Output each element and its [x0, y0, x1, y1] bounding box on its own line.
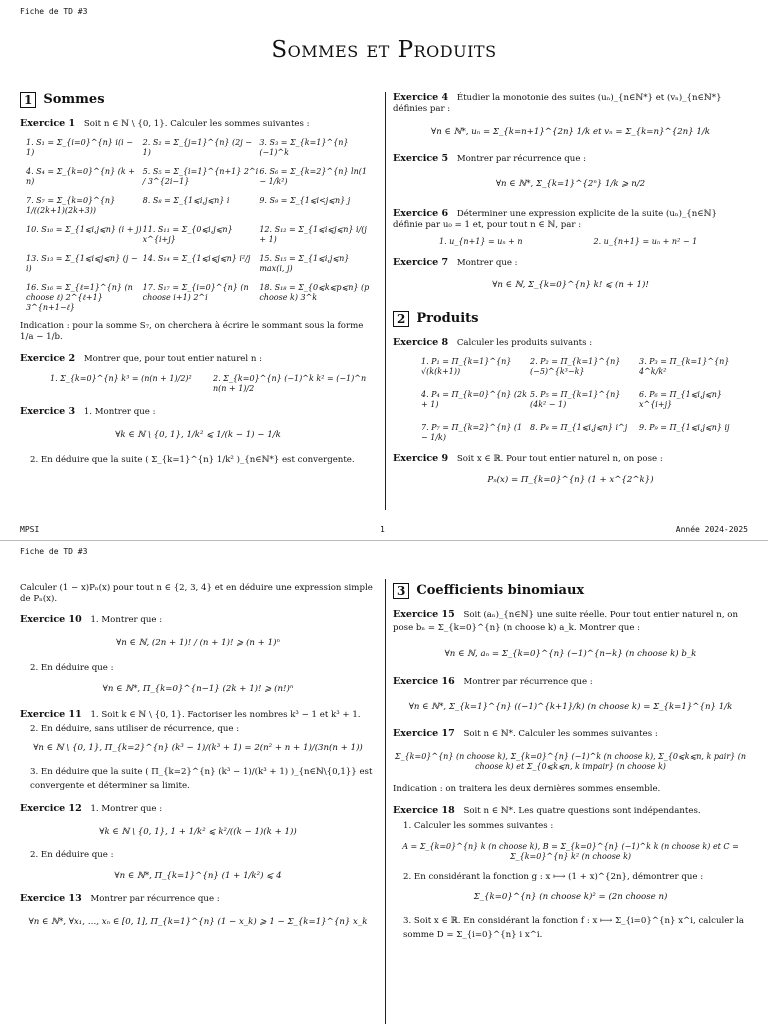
section-heading-produits	[393, 311, 748, 327]
page-number: 1	[380, 525, 385, 534]
product-list	[421, 357, 748, 443]
exercise-label: Exercice 16	[393, 675, 455, 687]
question-text: 1. Montrer que :	[83, 407, 156, 418]
question-text: 2. En considérant la fonction g : x ⟼ (1 + x)^{2n}, démontrer que :	[403, 871, 704, 882]
list-item: 7. P₇ = Π_{k=2}^{n} (1 − 1/k)	[421, 423, 523, 443]
page-header: Fiche de TD #3	[20, 547, 88, 556]
display-math: ∀n ∈ ℕ*, Π_{k=0}^{n−1} (2k + 1)! ⩾ (n!)ⁿ	[102, 683, 294, 694]
exercise-text: Montrer par récurrence que :	[463, 676, 593, 687]
display-math: ∀n ∈ ℕ*, Σ_{k=1}^{2ⁿ} 1/k ⩾ n/2	[495, 179, 646, 190]
exercise-8	[393, 337, 748, 443]
exercise-label: Exercice 1	[20, 118, 76, 130]
left-column	[20, 583, 376, 934]
exercise-text: Déterminer une expression explicite de la suite (uₙ)_{n∈ℕ} définie par u₀ = 1 et, pour tout n ∈ ℕ, par :	[393, 208, 717, 230]
page-2	[0, 541, 768, 1024]
footer-right: Année 2024-2025	[675, 525, 748, 534]
recurrence-list	[439, 237, 748, 247]
exercise-label: Exercice 10	[20, 614, 82, 626]
list-item: 9. S₉ = Σ_{1⩽i<j⩽n} j	[259, 196, 351, 206]
display-math: A = Σ_{k=0}^{n} k (n choose k), B = Σ_{k=0}^{n} (−1)^k k (n choose k) et C = Σ_{k=0}^{n} k² (n choose k)	[402, 841, 739, 861]
exercise-18	[393, 805, 748, 943]
display-math: Pₙ(x) = Π_{k=0}^{n} (1 + x^{2^k})	[487, 475, 654, 486]
exercise-text: Soit (aₙ)_{n∈ℕ} une suite réelle. Pour tout entier naturel n, on pose bₙ = Σ_{k=0}^{n} (n choose k) a_k. Montrer que :	[393, 610, 738, 634]
list-item: 14. S₁₄ = Σ_{1⩽i⩽j⩽n} i²/j	[142, 254, 251, 264]
list-item: 4. P₄ = Π_{k=0}^{n} (2k + 1)	[421, 390, 527, 410]
section-number: 3	[393, 583, 409, 599]
exercise-label: Exercice 9	[393, 453, 449, 465]
section-number: 1	[20, 92, 36, 108]
right-column	[393, 583, 748, 949]
display-math: Σ_{k=0}^{n} (n choose k), Σ_{k=0}^{n} (−1)^k (n choose k), Σ_{0⩽k⩽n, k pair} (n choose k) et Σ_{0⩽k⩽n, k impair} (n choose k)	[394, 752, 747, 772]
list-item: 3. P₃ = Π_{k=1}^{n} 4^k/k²	[639, 357, 730, 377]
list-item: 1. Σ_{k=0}^{n} k³ = (n(n + 1)/2)²	[50, 374, 192, 384]
indication: Indication : on traitera les deux dernières sommes ensemble.	[393, 784, 661, 795]
exercise-9	[393, 453, 748, 486]
list-item: 18. S₁₈ = Σ_{0⩽k⩽p⩽n} (p choose k) 3^k	[259, 283, 370, 303]
exercise-15	[393, 609, 748, 660]
section-heading-binomiaux	[393, 583, 748, 599]
list-item: 2. u_{n+1} = uₙ + n² − 1	[593, 236, 698, 246]
list-item: 11. S₁₁ = Σ_{0⩽i,j⩽n} x^{i+j}	[142, 225, 233, 245]
exercise-label: Exercice 6	[393, 207, 449, 219]
exercise-label: Exercice 7	[393, 256, 449, 268]
exercise-17	[393, 728, 748, 795]
exercise-label: Exercice 8	[393, 337, 449, 349]
exercise-6	[393, 208, 748, 247]
right-column	[393, 92, 748, 492]
list-item: 5. P₅ = Π_{k=1}^{n} (4k² − 1)	[530, 390, 621, 410]
question-text: 3. En déduire que la suite ( Π_{k=2}^{n} (k³ − 1)/(k³ + 1) )_{n∈ℕ\{0,1}} est convergente et déterminer sa limite.	[30, 766, 373, 791]
exercise-label: Exercice 2	[20, 352, 76, 364]
exercise-4	[393, 92, 748, 137]
indication: Indication : pour la somme S₇, on cherchera à écrire le sommant sous la forme 1/a − 1/b.	[20, 321, 364, 342]
question-text: 3. Soit x ∈ ℝ. En considérant la fonction f : x ⟼ Σ_{i=0}^{n} x^i, calculer la somme D = Σ_{i=0}^{n} i x^i.	[403, 916, 745, 940]
question-text: 1. Montrer que :	[90, 615, 163, 626]
column-divider	[385, 92, 386, 510]
section-heading-sommes	[20, 92, 376, 108]
question-text: 1. Soit k ∈ ℕ \ {0, 1}. Factoriser les nombres k³ − 1 et k³ + 1.	[90, 709, 361, 720]
list-item: 6. S₆ = Σ_{k=2}^{n} ln(1 − 1/k²)	[259, 167, 367, 187]
question-text: 2. En déduire, sans utiliser de récurrence, que :	[30, 724, 240, 735]
list-item: 17. S₁₇ = Σ_{i=0}^{n} (n choose i+1) 2^i	[142, 283, 249, 303]
exercise-text: Montrer par récurrence que :	[456, 154, 587, 165]
list-item: 13. S₁₃ = Σ_{1⩽i⩽j⩽n} (j − i)	[26, 254, 138, 274]
list-item: 12. S₁₂ = Σ_{1⩽i⩽j⩽n} i/(j + 1)	[259, 225, 367, 245]
list-item: 4. S₄ = Σ_{k=0}^{n} (k + n)	[26, 167, 135, 187]
exercise-label: Exercice 5	[393, 153, 449, 165]
section-title: Coefficients binomiaux	[416, 583, 585, 598]
exercise-text: Étudier la monotonie des suites (uₙ)_{n∈ℕ*} et (vₙ)_{n∈ℕ*} définies par :	[393, 93, 722, 114]
exercise-label: Exercice 15	[393, 609, 455, 621]
section-title: Produits	[416, 311, 479, 327]
exercise-text: Montrer par récurrence que :	[90, 894, 220, 905]
list-item: 1. P₁ = Π_{k=1}^{n} √(k(k+1))	[421, 357, 512, 377]
list-item: 15. S₁₅ = Σ_{1⩽i,j⩽n} max(i, j)	[259, 254, 350, 274]
exercise-11	[20, 709, 376, 794]
question-text: 2. En déduire que :	[30, 663, 114, 674]
list-item: 1. u_{n+1} = uₙ + n	[439, 236, 523, 246]
list-item: 7. S₇ = Σ_{k=0}^{n} 1/((2k+1)(2k+3))	[26, 196, 116, 216]
exercise-7	[393, 257, 748, 292]
exercise-10	[20, 614, 376, 694]
display-math: Σ_{k=0}^{n} (n choose k)² = (2n choose n)	[473, 892, 668, 903]
display-math: ∀n ∈ ℕ, (2n + 1)! / (n + 1)! ⩾ (n + 1)ⁿ	[116, 638, 280, 649]
section-title: Sommes	[43, 92, 105, 107]
exercise-16	[393, 676, 748, 713]
sum-list	[26, 138, 376, 313]
display-math: ∀n ∈ ℕ, aₙ = Σ_{k=0}^{n} (−1)^{n−k} (n choose k) b_k	[444, 649, 697, 660]
exercise-text: Montrer que, pour tout entier naturel n :	[83, 353, 263, 364]
exercise-text: Soit n ∈ ℕ \ {0, 1}. Calculer les sommes suivantes :	[83, 119, 310, 130]
exercise-3	[20, 406, 376, 465]
question-text: 2. En déduire que la suite ( Σ_{k=1}^{n} 1/k² )_{n∈ℕ*} est convergente.	[30, 455, 355, 466]
question-text: 2. En déduire que :	[30, 850, 114, 860]
list-item: 6. P₆ = Π_{1⩽i,j⩽n} x^{i+j}	[639, 390, 722, 410]
exercise-text: Calculer les produits suivants :	[456, 338, 593, 349]
exercise-text: Soit x ∈ ℝ. Pour tout entier naturel n, on pose :	[456, 454, 663, 465]
footer-left: MPSI	[20, 525, 40, 534]
column-divider	[385, 579, 386, 1024]
question-text: 1. Montrer que :	[90, 804, 163, 815]
exercise-label: Exercice 4	[393, 92, 449, 103]
page-title: Sommes et Produits	[271, 37, 497, 63]
page-header: Fiche de TD #3	[20, 7, 88, 16]
display-math: ∀k ∈ ℕ \ {0, 1}, 1 + 1/k² ⩽ k²/((k − 1)(k + 1))	[99, 827, 297, 838]
display-math: ∀n ∈ ℕ*, Σ_{k=1}^{n} ((−1)^{k+1}/k) (n choose k) = Σ_{k=1}^{n} 1/k	[408, 701, 733, 712]
display-math: ∀n ∈ ℕ*, ∀x₁, …, xₙ ∈ [0, 1], Π_{k=1}^{n} (1 − x_k) ⩾ 1 − Σ_{k=1}^{n} x_k	[28, 917, 368, 928]
list-item: 16. S₁₆ = Σ_{ℓ=1}^{n} (n choose ℓ) 2^{ℓ+1} 3^{n+1−ℓ}	[26, 283, 133, 313]
exercise-label: Exercice 11	[20, 708, 82, 720]
exercise-label: Exercice 13	[20, 893, 82, 905]
exercise-text: Soit n ∈ ℕ*. Les quatre questions sont indépendantes.	[463, 805, 701, 816]
list-item: 3. S₃ = Σ_{k=1}^{n} (−1)^k	[259, 138, 349, 158]
exercise-13	[20, 893, 376, 928]
exercise-label: Exercice 3	[20, 406, 76, 418]
list-item: 8. P₈ = Π_{1⩽i,j⩽n} i^j	[530, 423, 628, 433]
list-item: 10. S₁₀ = Σ_{1⩽i,j⩽n} (i + j)	[26, 225, 142, 235]
list-item: 8. S₈ = Σ_{1⩽i,j⩽n} i	[142, 196, 230, 206]
list-item: 2. S₂ = Σ_{j=1}^{n} (2j − 1)	[142, 138, 252, 158]
exercise-2	[20, 353, 376, 395]
display-math: ∀n ∈ ℕ \ {0, 1}, Π_{k=2}^{n} (k³ − 1)/(k³ + 1) = 2(n² + n + 1)/(3n(n + 1))	[33, 743, 363, 754]
list-item: 2. Σ_{k=0}^{n} (−1)^k k² = (−1)^n n(n + 1)/2	[213, 374, 367, 394]
left-column	[20, 92, 376, 472]
list-item: 2. P₂ = Π_{k=1}^{n} (−5)^{k³−k}	[530, 357, 621, 377]
display-math: ∀n ∈ ℕ, Σ_{k=0}^{n} k! ⩽ (n + 1)!	[492, 280, 649, 291]
display-math: ∀n ∈ ℕ*, Π_{k=1}^{n} (1 + 1/k²) ⩽ 4	[114, 870, 282, 881]
display-math: ∀k ∈ ℕ \ {0, 1}, 1/k² ⩽ 1/(k − 1) − 1/k	[115, 430, 281, 441]
exercise-text: Soit n ∈ ℕ*. Calculer les sommes suivantes :	[463, 729, 658, 740]
exercise-1	[20, 118, 376, 342]
identity-list	[50, 374, 376, 394]
exercise-9-continued: Calculer (1 − x)Pₙ(x) pour tout n ∈ {2, 3, 4} et en déduire une expression simple de Pₙ(x).	[20, 583, 373, 604]
list-item: 5. S₅ = Σ_{i=1}^{n+1} 2^i / 3^{2i−1}	[142, 167, 259, 187]
exercise-5	[393, 153, 748, 190]
exercise-label: Exercice 17	[393, 728, 455, 740]
list-item: 9. P₉ = Π_{1⩽i,j⩽n} ij	[639, 423, 730, 433]
list-item: 1. S₁ = Σ_{i=0}^{n} i(i − 1)	[26, 138, 133, 158]
exercise-text: Montrer que :	[456, 257, 518, 268]
display-math: ∀n ∈ ℕ*, uₙ = Σ_{k=n+1}^{2n} 1/k et vₙ = Σ_{k=n}^{2n} 1/k	[431, 126, 710, 137]
question-text: 1. Calculer les sommes suivantes :	[403, 820, 554, 831]
exercise-label: Exercice 18	[393, 804, 455, 816]
exercise-label: Exercice 12	[20, 803, 82, 815]
section-number: 2	[393, 311, 409, 327]
exercise-12	[20, 803, 376, 881]
